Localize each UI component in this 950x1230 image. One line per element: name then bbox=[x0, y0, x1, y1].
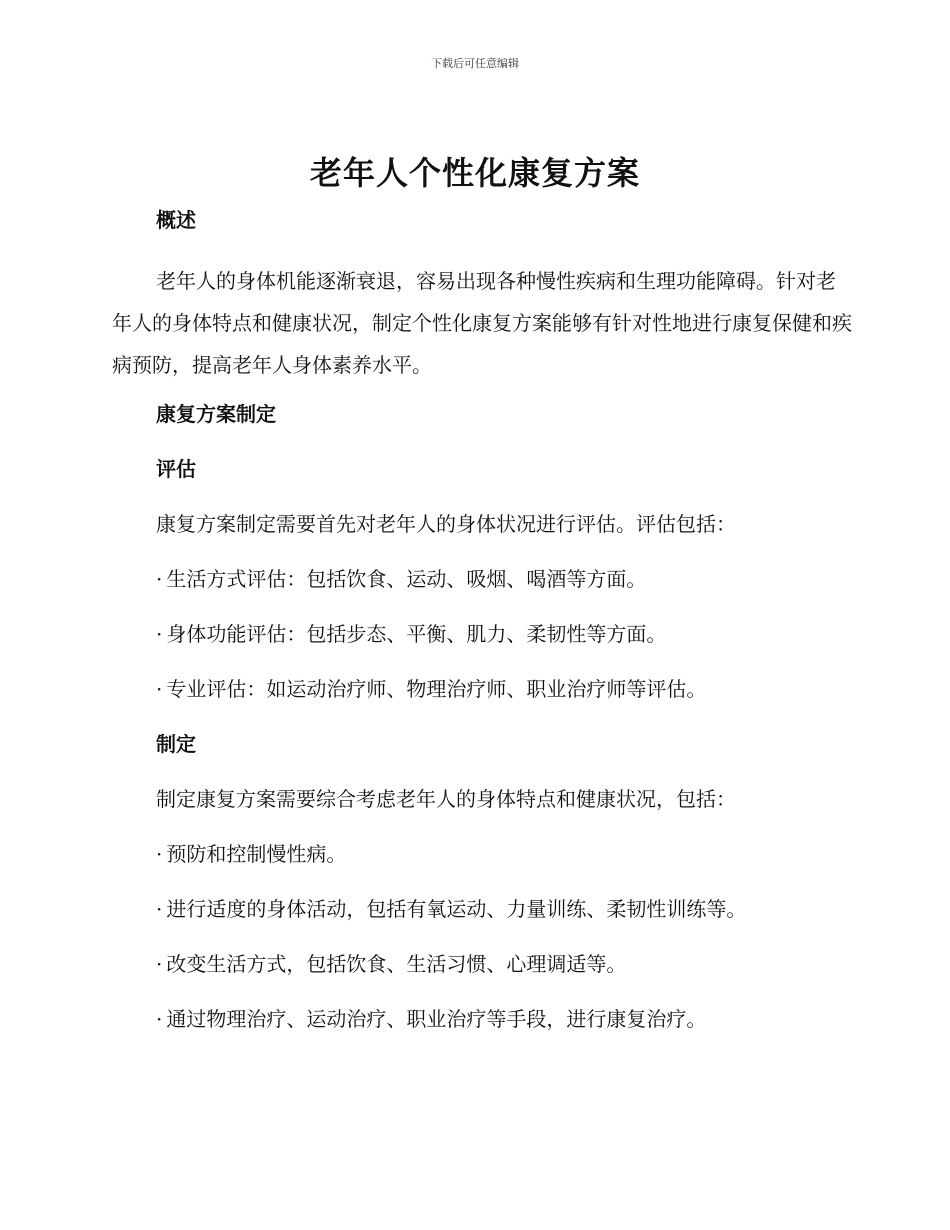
assess-intro: 康复方案制定需要首先对老年人的身体状况进行评估。评估包括： bbox=[156, 512, 736, 536]
overview-heading: 概述 bbox=[156, 208, 196, 232]
assess-heading: 评估 bbox=[156, 457, 196, 481]
make-item-2 bbox=[156, 895, 746, 923]
plan-heading: 康复方案制定 bbox=[156, 402, 276, 426]
make-item-3 bbox=[156, 950, 626, 978]
make-heading: 制定 bbox=[156, 732, 196, 756]
list-item-text: 身体功能评估：包括步态、平衡、肌力、柔韧性等方面。 bbox=[166, 622, 667, 646]
bullet-icon: · bbox=[156, 842, 163, 866]
assess-item-3 bbox=[156, 675, 706, 703]
make-item-4 bbox=[156, 1005, 706, 1033]
list-item-text: 通过物理治疗、运动治疗、职业治疗等手段，进行康复治疗。 bbox=[166, 1007, 707, 1031]
list-item-text: 进行适度的身体活动，包括有氧运动、力量训练、柔韧性训练等。 bbox=[166, 897, 747, 921]
list-item-text: 改变生活方式，包括饮食、生活习惯、心理调适等。 bbox=[166, 952, 627, 976]
list-item-text: 专业评估：如运动治疗师、物理治疗师、职业治疗师等评估。 bbox=[166, 677, 707, 701]
list-item-text: 生活方式评估：包括饮食、运动、吸烟、喝酒等方面。 bbox=[166, 567, 647, 591]
page-title: 老年人个性化康复方案 bbox=[309, 154, 640, 192]
make-item-1 bbox=[156, 840, 346, 868]
bullet-icon: · bbox=[156, 897, 163, 921]
make-intro: 制定康复方案需要综合考虑老年人的身体特点和健康状况，包括： bbox=[156, 787, 736, 811]
header-note: 下载后可任意编辑 bbox=[431, 57, 519, 70]
overview-paragraph: 老年人的身体机能逐渐衰退，容易出现各种慢性疾病和生理功能障碍。针对老年人的身体特点和健康状况，制定个性化康复方案能够有针对性地进行康复保健和疾病预防，提高老年人身体素养水平。 bbox=[112, 269, 852, 377]
list-item-text: 预防和控制慢性病。 bbox=[166, 842, 347, 866]
bullet-icon: · bbox=[156, 677, 163, 701]
assess-item-2 bbox=[156, 620, 666, 648]
bullet-icon: · bbox=[156, 1007, 163, 1031]
bullet-icon: · bbox=[156, 952, 163, 976]
bullet-icon: · bbox=[156, 567, 163, 591]
assess-item-1 bbox=[156, 565, 646, 593]
bullet-icon: · bbox=[156, 622, 163, 646]
